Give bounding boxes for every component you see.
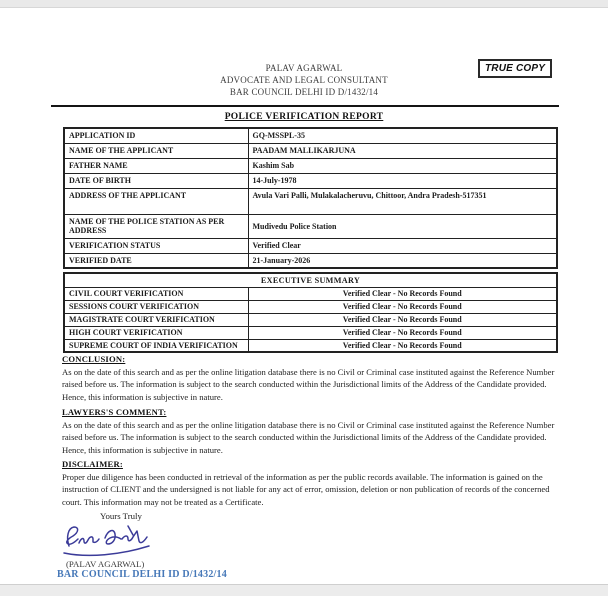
row-label: VERIFIED DATE xyxy=(64,253,248,268)
row-value: Verified Clear - No Records Found xyxy=(248,300,557,313)
disclaimer-section xyxy=(62,459,558,508)
row-value: GQ-MSSPL-35 xyxy=(248,128,557,143)
top-window-strip xyxy=(0,0,608,8)
table-row xyxy=(64,158,557,173)
table-row xyxy=(64,128,557,143)
row-label: CIVIL COURT VERIFICATION xyxy=(64,287,248,300)
row-value: Verified Clear - No Records Found xyxy=(248,313,557,326)
row-label: MAGISTRATE COURT VERIFICATION xyxy=(64,313,248,326)
report-title: POLICE VERIFICATION REPORT xyxy=(224,112,384,122)
table-row xyxy=(64,300,557,313)
row-value: Avula Vari Palli, Mulakalacheruvu, Chittoor, Andra Pradesh-517351 xyxy=(248,188,557,214)
table-row xyxy=(64,253,557,268)
signer-name: (PALAV AGARWAL) xyxy=(66,559,145,569)
table-row xyxy=(64,173,557,188)
row-label: HIGH COURT VERIFICATION xyxy=(64,326,248,339)
row-label: FATHER NAME xyxy=(64,158,248,173)
row-label: DATE OF BIRTH xyxy=(64,173,248,188)
row-value: Verified Clear - No Records Found xyxy=(248,326,557,339)
lawyers-comment-section xyxy=(62,407,558,456)
row-label: APPLICATION ID xyxy=(64,128,248,143)
row-label: SESSIONS COURT VERIFICATION xyxy=(64,300,248,313)
table-row xyxy=(64,326,557,339)
section-body: As on the date of this search and as per the online litigation database there is no Civil or Criminal case instituted against the Reference Number raised before us. The information is subject to the search conducted within the Jurisdictional limits of the Address of the Candidate provided. Hence, this information is subjective in nature. xyxy=(62,367,555,402)
signature-image xyxy=(58,523,158,559)
bar-council-id: BAR COUNCIL DELHI ID D/1432/14 xyxy=(57,569,227,580)
row-label: NAME OF THE POLICE STATION AS PER ADDRESS xyxy=(64,214,248,238)
signature-strokes xyxy=(64,526,149,555)
table-row xyxy=(64,188,557,214)
bottom-window-strip xyxy=(0,584,608,596)
advocate-bar-id: BAR COUNCIL DELHI ID D/1432/14 xyxy=(229,87,379,97)
table-row xyxy=(64,214,557,238)
row-value: Verified Clear xyxy=(248,238,557,253)
row-value: Verified Clear - No Records Found xyxy=(248,339,557,352)
section-body: As on the date of this search and as per the online litigation database there is no Civil or Criminal case instituted against the Reference Number raised before us. The information is subject to the search conducted within the Jurisdictional limits of the Address of the Candidate provided. Hence, this information is subjective in nature. xyxy=(62,420,555,455)
applicant-details-table xyxy=(63,127,558,269)
row-value: 14-July-1978 xyxy=(248,173,557,188)
row-value: Kashim Sab xyxy=(248,158,557,173)
row-value: Verified Clear - No Records Found xyxy=(248,287,557,300)
section-heading: DISCLAIMER: xyxy=(62,459,123,469)
advocate-name: PALAV AGARWAL xyxy=(265,63,343,73)
row-label: VERIFICATION STATUS xyxy=(64,238,248,253)
table-row xyxy=(64,238,557,253)
row-value: 21-January-2026 xyxy=(248,253,557,268)
section-body: Proper due diligence has been conducted in retrieval of the information as per the public records available. The information is gained on the instruction of CLIENT and the undersigned is not liable for any act of error, omission, deletion or non publication of records of the concerned court. This information may not be treated as a Certificate. xyxy=(62,472,550,507)
table-row xyxy=(64,287,557,300)
true-copy-stamp: TRUE COPY xyxy=(478,59,552,78)
table-row xyxy=(64,339,557,352)
section-heading: LAWYERS'S COMMENT: xyxy=(62,407,167,417)
row-label: NAME OF THE APPLICANT xyxy=(64,143,248,158)
section-heading: CONCLUSION: xyxy=(62,354,126,364)
summary-header: EXECUTIVE SUMMARY xyxy=(64,273,557,287)
header-divider xyxy=(51,105,559,107)
table-row xyxy=(64,143,557,158)
table-header-row xyxy=(64,273,557,287)
row-label: ADDRESS OF THE APPLICANT xyxy=(64,188,248,214)
conclusion-section xyxy=(62,354,558,403)
executive-summary-table xyxy=(63,272,558,353)
table-row xyxy=(64,313,557,326)
row-value: PAADAM MALLIKARJUNA xyxy=(248,143,557,158)
advocate-role: ADVOCATE AND LEGAL CONSULTANT xyxy=(220,75,388,85)
salutation: Yours Truly xyxy=(100,511,142,521)
row-label: SUPREME COURT OF INDIA VERIFICATION xyxy=(64,339,248,352)
row-value: Mudivedu Police Station xyxy=(248,214,557,238)
